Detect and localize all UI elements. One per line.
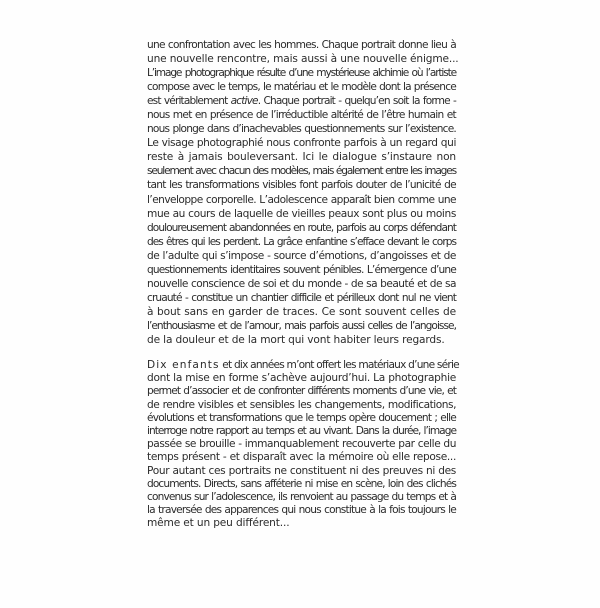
text-line: nouvelle conscience de soi et du monde - de sa beauté et de sa (147, 277, 456, 290)
text-line: questionnements identitaires souvent pénibles. L’émergence d’une (147, 263, 456, 276)
text-line: Le visage photographié nous confronte parfois à un regard qui (147, 137, 456, 150)
text-line: nous met en présence de l’irréductible altérité de l’être humain et (147, 109, 456, 122)
text-line: des êtres qui les perdent. La grâce enfantine s’efface devant le corps (147, 235, 456, 248)
text-line: nous plonge dans d’inachevables questionnements sur l’existence. (147, 123, 456, 136)
text-line: passée se brouille - immanquablement recouverte par celle du (147, 438, 456, 451)
text-line: temps présent - et disparaît avec la mémoire où elle repose... (147, 451, 456, 464)
text-line: de l’adulte qui s’impose - source d’émotions, d’angoisses et de (147, 249, 456, 262)
text-line: une confrontation avec les hommes. Chaque portrait donne lieu à (147, 39, 456, 51)
text-line: documents. Directs, sans afféterie ni mise en scène, loin des clichés (147, 477, 456, 490)
text-line: évolutions et transformations que le temps opère doucement ; elle (147, 411, 456, 424)
text-line: l’enveloppe corporelle. L’adolescence apparaît bien comme une (147, 193, 456, 206)
text-line: même et un peu différent... (147, 517, 290, 530)
text-line: de rendre visibles et sensibles les changements, modifications, (147, 398, 456, 411)
text-line: reste à jamais bouleversant. Ici le dialogue s’instaure non (147, 151, 456, 164)
text-line: compose avec le temps, le matériau et le modèle dont la présence (147, 81, 456, 94)
text-line: l’enthousiasme et de l’amour, mais parfois aussi celles de l’angoisse, (147, 319, 456, 332)
text-line: convenus sur l’adolescence, ils renvoient au passage du temps et à (147, 491, 456, 504)
text-line: Pour autant ces portraits ne constituent ni des preuves ni des (147, 464, 456, 477)
text-line: la traversée des apparences qui nous constitue à la fois toujours le (147, 504, 456, 517)
text-line (147, 94, 456, 108)
text-line: mue au cours de laquelle de vieilles peaux sont plus ou moins (147, 207, 456, 220)
text-line: douloureusement abandonnées en route, parfois au corps défendant (147, 221, 456, 234)
text-line: tant les transformations visibles font parfois douter de l’unicité de (147, 179, 456, 192)
text-line: interroge notre rapport au temps et au vivant. Dans la durée, l’image (147, 425, 456, 438)
text-line: L’image photographique résulte d’une mystérieuse alchimie où l’artiste (147, 67, 456, 80)
text-line: dont la mise en forme s’achève aujourd’hui. La photographie (147, 372, 456, 385)
paragraph-2 (147, 359, 459, 531)
text-line: cruauté - constitue un chantier difficile et périlleux dont nul ne vient (147, 291, 456, 304)
text-line: seulement avec chacun des modèles, mais également entre les images (147, 165, 456, 178)
text-line: de la douleur et de la mort qui vont habiter leurs regards. (147, 333, 445, 346)
text-line: à bout sans en garder de traces. Ce sont souvent celles de (147, 305, 456, 318)
text-line (147, 359, 459, 372)
text-line: permet d’associer et de confronter différents moments d’une vie, et (147, 385, 456, 398)
text-span: . Chaque portrait - quelqu’en soit la forme - (257, 95, 457, 108)
text-line: une nouvelle rencontre, mais aussi à une nouvelle énigme... (147, 53, 459, 66)
emphasis-active: active (230, 95, 258, 108)
text-span: et dix années m’ont offert les matériaux d’une série (219, 359, 459, 372)
text-span: Dix enfants (147, 359, 220, 372)
paragraph-1 (147, 38, 459, 347)
text-span: est véritablement (147, 95, 228, 108)
body-text (147, 38, 459, 531)
